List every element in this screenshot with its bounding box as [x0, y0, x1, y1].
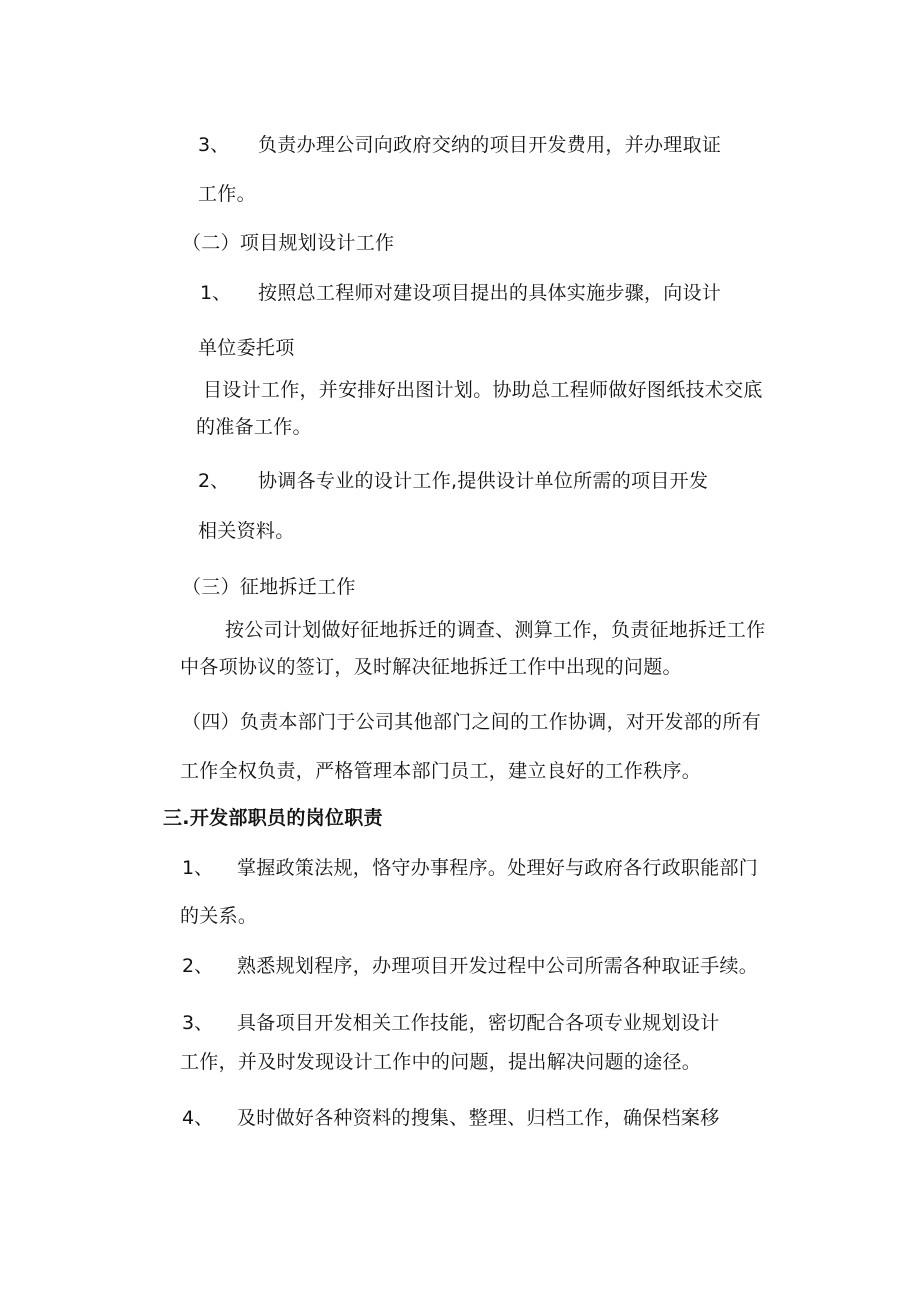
paragraph-line: 目设计工作，并安排好出图计划。协助总工程师做好图纸技术交底: [203, 379, 763, 401]
item-number: 3、: [198, 134, 230, 156]
item-number: 1、: [200, 282, 232, 304]
item-number: 3、: [182, 1012, 214, 1034]
paragraph-line: 及时做好各种资料的搜集、整理、归档工作，确保档案移: [237, 1107, 720, 1129]
paragraph-line: 协调各专业的设计工作,提供设计单位所需的项目开发: [258, 470, 709, 492]
item-number: 4、: [182, 1107, 214, 1129]
item-number: 2、: [182, 955, 214, 977]
paragraph-line: 的准备工作。: [196, 416, 312, 438]
paragraph-line: （四）负责本部门于公司其他部门之间的工作协调，对开发部的所有: [182, 711, 762, 733]
paragraph-line: 掌握政策法规，恪守办事程序。处理好与政府各行政职能部门: [237, 857, 759, 879]
paragraph-line: 具备项目开发相关工作技能，密切配合各项专业规划设计: [237, 1012, 720, 1034]
paragraph-line: 按公司计划做好征地拆迁的调查、测算工作，负责征地拆迁工作: [225, 619, 766, 641]
paragraph-line: 相关资料。: [198, 520, 295, 542]
subsection-heading: （三）征地拆迁工作: [182, 576, 356, 598]
paragraph-line: 工作全权负责，严格管理本部门员工，建立良好的工作秩序。: [180, 760, 702, 782]
item-number: 2、: [198, 470, 230, 492]
paragraph-line: 的关系。: [180, 905, 258, 927]
paragraph-line: 工作。: [198, 183, 256, 205]
section-heading: 三.开发部职员的岗位职责: [163, 807, 383, 829]
paragraph-line: 熟悉规划程序，办理项目开发过程中公司所需各种取证手续。: [237, 955, 759, 977]
subsection-heading: （二）项目规划设计工作: [182, 232, 395, 254]
paragraph-line: 负责办理公司向政府交纳的项目开发费用，并办理取证: [258, 134, 722, 156]
paragraph-line: 中各项协议的签订，及时解决征地拆迁工作中出现的问题。: [180, 656, 682, 678]
paragraph-line: 单位委托项: [198, 337, 295, 359]
item-number: 1、: [182, 857, 214, 879]
paragraph-line: 工作，并及时发现设计工作中的问题，提出解决问题的途径。: [180, 1051, 702, 1073]
paragraph-line: 按照总工程师对建设项目提出的具体实施步骤，向设计: [258, 282, 722, 304]
